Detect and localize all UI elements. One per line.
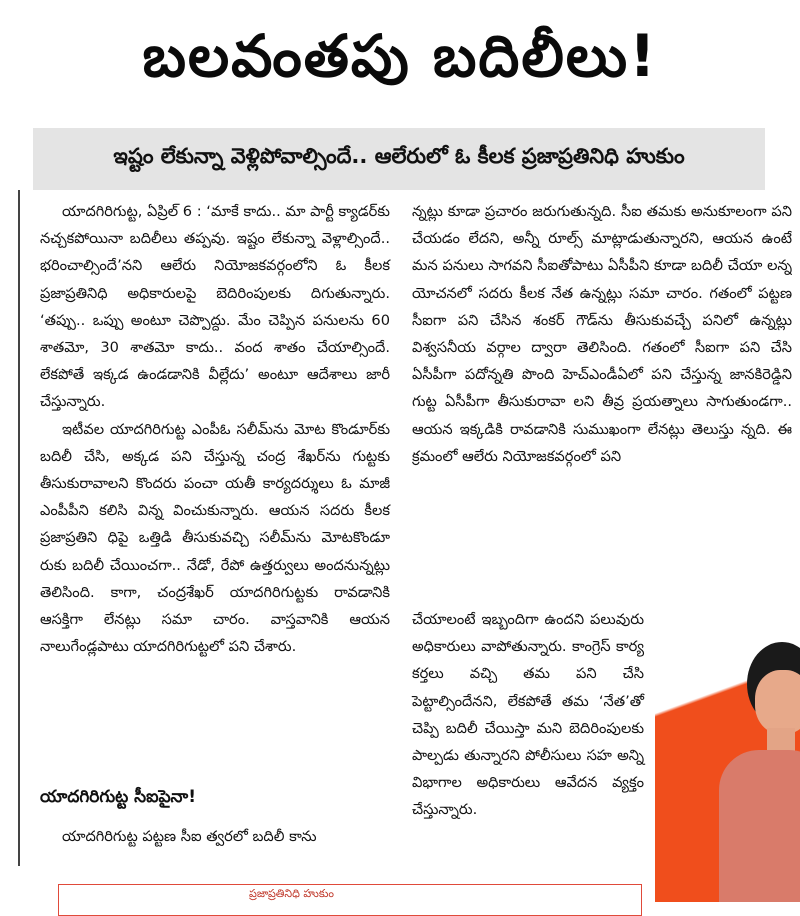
paragraph: న్నట్లు కూడా ప్రచారం జరుగుతున్నది. సీఐ తమకు అనుకూలంగా పని చేయడం లేదని, అన్నీ రూల్స్ మాట్లాడుతున్నారని, ఆయన ఉంటే మన పనులు సాగవని సీఐతోపాటు ఏసీపీని కూడా బదిలీ చేయా లన్న యోచనలో సదరు కీలక నేత ఉన్నట్లు సమా చారం. గతంలో పట్టణ సీఐగా పని చేసిన శంకర్ గౌడ్‌ను తీసుకువచ్చే పనిలో ఉన్నట్లు విశ్వసనీయ వర్గాల ద్వారా తెలిసింది. గతంలో సీఐగా పని చేసి ఏసీపీగా పదోన్నతి పొంది హెచ్‌ఎండీఏలో పని చేస్తున్న జానకిరెడ్డిని గుట్ట ఏసీపీగా తీసుకురావా లని తీవ్ర ప్రయత్నాలు సాగుతుండగా.. ఆయన ఇక్కడికి రావడానికి సుముఖంగా లేనట్లు తెలుస్తు న్నది. ఈ క్రమంలో ఆలేరు నియోజకవర్గంలో పని bbox=[412, 203, 792, 465]
headline: బలవంతపు బదిలీలు! bbox=[142, 21, 658, 90]
bottom-box bbox=[58, 884, 642, 916]
crosshead: యాదగిరిగుట్ట సీఐపైనా! bbox=[40, 787, 196, 807]
article-column-left bbox=[40, 198, 390, 660]
photo-face bbox=[755, 670, 800, 734]
paragraph: యాదగిరిగుట్ట పట్టణ సీఐ త్వరలో బదిలీ కాను bbox=[62, 828, 317, 845]
article-column-middle bbox=[412, 198, 792, 606]
bottom-box-text: ప్రజాప్రతినిధి హుకుం bbox=[249, 887, 334, 900]
paragraph: చేయాలంటే ఇబ్బందిగా ఉందని పలువురు అధికారులు వాపోతున్నారు. కాంగ్రెస్ కార్య కర్తలు వచ్చి తమ పని చేసి పెట్టాల్సిందేనని, లేకపోతే తమ ‘నేత’తో చెప్పి బదిలీ చేయిస్తా మని బెదిరింపులకు పాల్పడు తున్నారని పోలీసులు సహ అన్ని విభాగాల అధికారులు ఆవేదన వ్యక్తం చేస్తున్నారు. bbox=[412, 611, 644, 819]
portrait-photo bbox=[655, 600, 800, 902]
paragraph: యాదగిరిగుట్ట, ఏప్రిల్ 6 : ‘మాకే కాదు.. మా పార్టీ క్యాడర్‌కు నచ్చకపోయినా బదిలీలు తప్పవు. ఇష్టం లేకున్నా వెళ్లాల్సిందే.. భరించాల్సిందే’నని ఆలేరు నియోజకవర్గంలోని ఓ కీలక ప్రజాప్రతినిధి అధికారులపై బెదిరింపులకు దిగుతున్నారు. ‘తప్పు.. ఒప్పు అంటూ చెప్పొద్దు. మేం చెప్పిన పనులను 60 శాతమో, 30 శాతమో కాదు.. వంద శాతం చేయాల్సిందే. లేకపోతే ఇక్కడ ఉండడానికి వీల్లేదు’ అంటూ ఆదేశాలు జారీ చేస్తున్నారు. bbox=[40, 203, 390, 411]
column-rule bbox=[18, 190, 20, 866]
article-column-middle-narrow bbox=[412, 606, 644, 824]
paragraph: ఇటీవల యాదగిరిగుట్ట ఎంపీఓ సలీమ్‌ను మోట కొండూర్‌కు బదిలీ చేసి, అక్కడ పని చేస్తున్న చంద్ర శేఖర్‌ను గుట్టకు తీసుకురావాలని కొందరు పంచా యతీ కార్యదర్శులు ఓ మాజీ ఎంపీపీని కలిసి విన్న వించుకున్నారు. ఆయన సదరు కీలక ప్రజాప్రతిని ధిపై ఒత్తిడి తీసుకువచ్చి సలీమ్‌ను మోటకొండూ రుకు బదిలీ చేయించగా.. నేడో, రేపో ఉత్తర్వులు అందనున్నట్లు తెలిసింది. కాగా, చంద్రశేఖర్ యాదగిరిగుట్టకు రావడానికి ఆసక్తిగా లేనట్లు సమా చారం. వాస్తవానికి ఆయన నాలుగేండ్లపాటు యాదగిరిగుట్టలో పని చేశారు. bbox=[40, 420, 390, 656]
subheadline: ఇష్టం లేకున్నా వెళ్లిపోవాల్సిందే.. ఆలేరులో ఓ కీలక ప్రజాప్రతినిధి హుకుం bbox=[33, 128, 765, 190]
photo-body bbox=[719, 750, 800, 902]
article-continuation bbox=[40, 823, 390, 850]
